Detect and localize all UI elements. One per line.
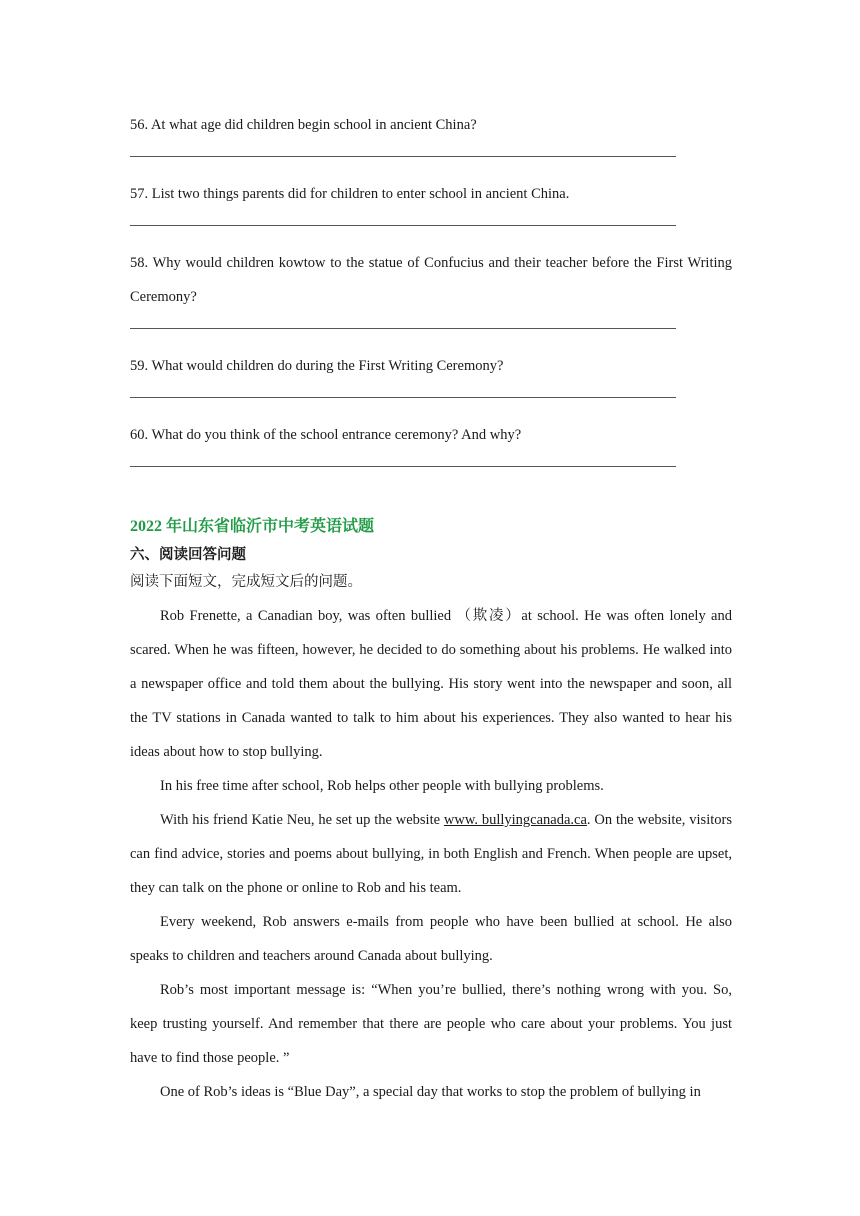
question-57: 57. List two things parents did for children to enter school in ancient China. (130, 186, 570, 202)
question-58: 58. Why would children kowtow to the statue of Confucius and their teacher before the First Writing Ceremony? (130, 255, 732, 305)
paragraph-3-start: With his friend Katie Neu, he set up the website (160, 812, 444, 828)
instruction-text: 阅读下面短文，完成短文后的问题。 (130, 574, 362, 590)
passage-paragraph-1: Rob Frenette, a Canadian boy, was often bullied （欺凌）at school. He was often lonely and scared. When he was fifteen, however, he decided to do something about his problems. He walked into a newspaper office and told them about the bullying. His story went into the newspaper and soon, all the TV stations in Canada wanted to talk to him about his experiences. They also wanted to hear his ideas about how to stop bullying. (130, 608, 732, 760)
passage-paragraph-3 (130, 803, 732, 905)
document-content (130, 108, 732, 1109)
paragraph-3-end: . On the website, visitors can find advice, stories and poems about bullying, in both English and French. When people are upset, they can talk on the phone or online to Rob and his team. (130, 812, 732, 896)
website-link[interactable]: www. bullyingcanada.ca (443, 812, 587, 828)
answer-line-57[interactable] (130, 225, 676, 226)
answer-line-59[interactable] (130, 397, 676, 398)
passage-paragraph-2: In his free time after school, Rob helps other people with bullying problems. (160, 778, 604, 794)
answer-line-58[interactable] (130, 328, 676, 329)
question-60: 60. What do you think of the school entrance ceremony? And why? (130, 427, 522, 443)
question-59: 59. What would children do during the First Writing Ceremony? (130, 358, 504, 374)
passage-paragraph-4: Every weekend, Rob answers e-mails from people who have been bullied at school. He also speaks to children and teachers around Canada about bullying. (130, 914, 732, 964)
passage-paragraph-5: Rob’s most important message is: “When you’re bullied, there’s nothing wrong with you. So, keep trusting yourself. And remember that there are people who care about your problems. You just have to find those people. ” (130, 982, 732, 1066)
passage-paragraph-6: One of Rob’s ideas is “Blue Day”, a special day that works to stop the problem of bullying in (160, 1084, 701, 1100)
answer-line-56[interactable] (130, 156, 676, 157)
section-title: 2022 年山东省临沂市中考英语试题 (130, 518, 375, 535)
answer-line-60[interactable] (130, 466, 676, 467)
section-label: 六、阅读回答问题 (130, 547, 246, 563)
question-56: 56. At what age did children begin school in ancient China? (130, 117, 477, 133)
